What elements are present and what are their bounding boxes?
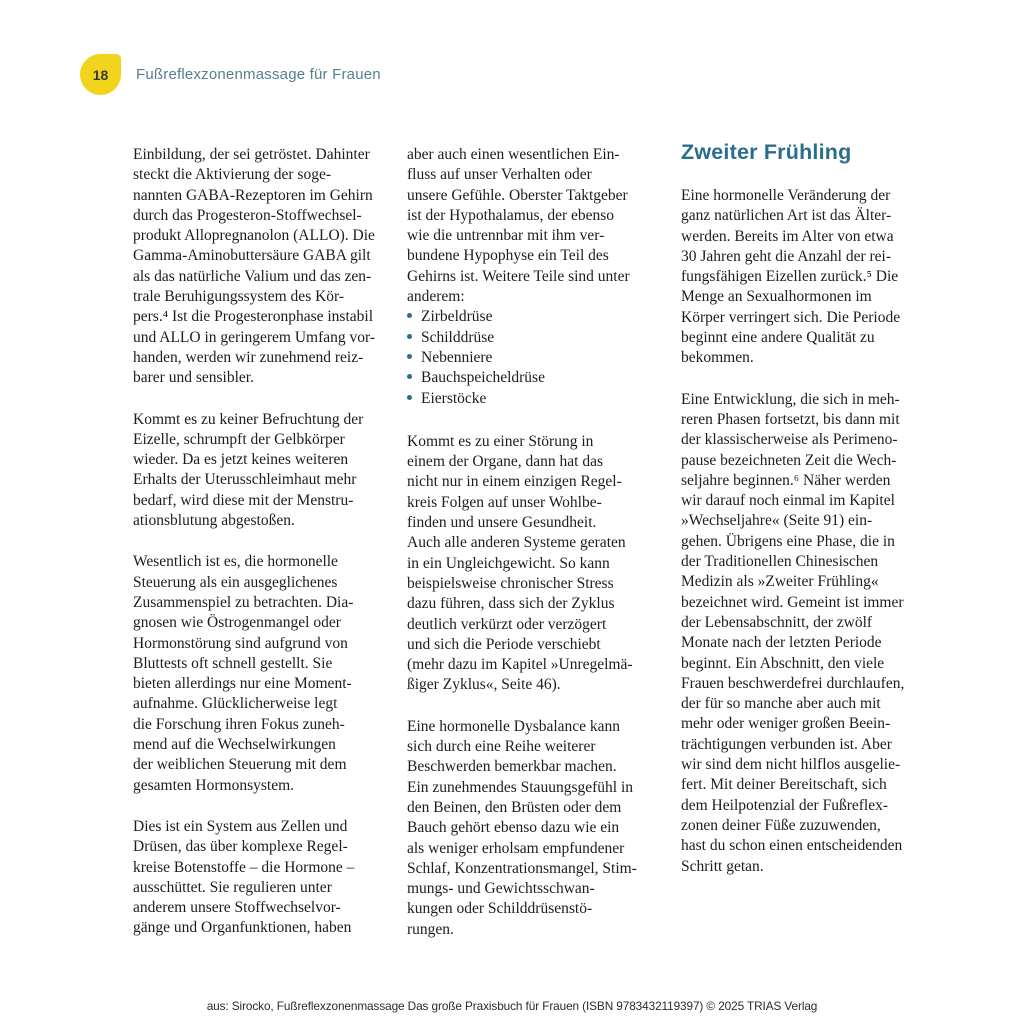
- paragraph: [133, 145, 393, 389]
- text-line: Schritt getan.: [681, 857, 764, 875]
- text-line: Eine hormonelle Dysbalance kann: [407, 717, 621, 735]
- text-line: (mehr dazu im Kapitel »Unregelmä-: [407, 656, 633, 674]
- text-line: gänge und Organfunktionen, haben: [133, 919, 352, 937]
- text-line: gnosen wie Östrogenmangel oder: [133, 614, 341, 632]
- text-line: nicht nur in einem einzigen Regel-: [407, 473, 622, 491]
- text-line: Frauen beschwerdefrei durchlaufen,: [681, 674, 905, 692]
- text-line: bundene Hypophyse ein Teil des: [407, 247, 609, 265]
- text-line: Schlaf, Konzentrationsmangel, Stim-: [407, 859, 637, 877]
- page-number-badge: [80, 54, 121, 95]
- text-line: Körper verringert sich. Die Periode: [681, 308, 901, 326]
- bullet-dot-icon: [407, 374, 412, 379]
- text-line: mehr oder weniger großen Beein-: [681, 715, 891, 733]
- text-line: steckt die Aktivierung der soge-: [133, 166, 332, 184]
- paragraph: [407, 432, 667, 696]
- text-line: trächtigungen verbunden ist. Aber: [681, 735, 892, 753]
- text-line: ßiger Zyklus«, Seite 46).: [407, 676, 561, 694]
- text-line: Eizelle, schrumpft der Gelbkörper: [133, 430, 345, 448]
- text-line: Eine Entwicklung, die sich in meh-: [681, 390, 900, 408]
- text-line: Gamma-Aminobuttersäure GABA gilt: [133, 247, 371, 265]
- text-line: der für so manche aber auch mit: [681, 695, 881, 713]
- paragraph: [133, 410, 393, 532]
- text-line: aber auch einen wesentlichen Ein-: [407, 146, 620, 163]
- section-heading: Zweiter Frühling: [681, 140, 852, 164]
- text-line: Ein zunehmendes Stauungsgefühl in: [407, 778, 633, 796]
- bullet-list: [407, 307, 667, 408]
- bullet-item: [407, 307, 667, 327]
- text-line: Bauch gehört ebenso dazu wie ein: [407, 819, 620, 837]
- text-line: der Lebensabschnitt, der zwölf: [681, 613, 873, 631]
- text-line: werden. Bereits im Alter von etwa: [681, 227, 894, 245]
- text-line: zonen deiner Füße zuzuwenden,: [681, 816, 881, 834]
- text-line: durch das Progesteron-Stoffwechsel-: [133, 206, 362, 224]
- text-line: kreis Folgen auf unser Wohlbe-: [407, 493, 602, 511]
- text-line: seljahre beginnen.⁶ Näher werden: [681, 471, 891, 489]
- text-line: anderem unsere Stoffwechselvor-: [133, 899, 341, 917]
- paragraph: [407, 145, 667, 307]
- text-column-2: [407, 145, 667, 940]
- text-line: als weniger erholsam empfundener: [407, 839, 625, 857]
- text-line: pers.⁴ Ist die Progesteronphase instabil: [133, 308, 374, 326]
- text-line: dazu führen, dass sich der Zyklus: [407, 595, 615, 613]
- text-line: bekommen.: [681, 349, 754, 367]
- page-number: 18: [92, 66, 109, 83]
- text-line: handen, werden wir zunehmend reiz-: [133, 348, 364, 366]
- text-line: als das natürliche Valium und das zen-: [133, 267, 372, 285]
- bullet-item: [407, 368, 667, 388]
- text-line: Auch alle anderen Systeme geraten: [407, 534, 626, 552]
- text-line: gehen. Übrigens eine Phase, die in: [681, 532, 895, 550]
- text-line: Erhalts der Uterusschleimhaut mehr: [133, 471, 357, 489]
- text-line: Eine hormonelle Veränderung der: [681, 187, 891, 204]
- text-line: Einbildung, der sei getröstet. Dahinter: [133, 146, 370, 163]
- text-line: der klassischerweise als Perimeno-: [681, 431, 898, 449]
- text-line: barer und sensibler.: [133, 369, 254, 387]
- text-line: aufnahme. Glücklicherweise legt: [133, 695, 338, 713]
- text-column-3: [681, 140, 941, 940]
- text-line: ist der Hypothalamus, der ebenso: [407, 206, 615, 224]
- bullet-dot-icon: [407, 395, 412, 400]
- text-line: pause bezeichneten Zeit die Wech-: [681, 451, 897, 469]
- text-line: Gehirns ist. Weitere Teile sind unter: [407, 267, 630, 285]
- text-line: Hormonstörung sind aufgrund von: [133, 634, 348, 652]
- text-line: Zusammenspiel zu betrachten. Dia-: [133, 593, 354, 611]
- text-line: wir sind dem nicht hilflos ausgelie-: [681, 756, 901, 774]
- text-line: und ALLO in geringerem Umfang vor-: [133, 328, 376, 346]
- text-line: fungsfähigen Eizellen zurück.⁵ Die: [681, 268, 899, 286]
- text-line: deutlich verkürzt oder verzögert: [407, 615, 607, 633]
- paragraph: [681, 186, 941, 369]
- text-line: in ein Ungleichgewicht. So kann: [407, 554, 610, 572]
- text-line: Drüsen, das über komplexe Regel-: [133, 838, 348, 856]
- copyright-footer: aus: Sirocko, Fußreflexzonenmassage Das große Praxisbuch für Frauen (ISBN 9783432119397) © 2025 TRIAS Verlag: [206, 999, 818, 1013]
- bullet-text: Nebenniere: [421, 348, 493, 366]
- bullet-dot-icon: [407, 354, 412, 359]
- text-line: Menge an Sexualhormonen im: [681, 288, 872, 306]
- text-line: trale Beruhigungssystem des Kör-: [133, 288, 345, 306]
- text-line: gesamten Hormonsystem.: [133, 776, 295, 794]
- text-line: bieten allerdings nur eine Moment-: [133, 675, 352, 693]
- text-line: Beschwerden bemerkbar machen.: [407, 758, 617, 776]
- text-line: wieder. Da es jetzt keines weiteren: [133, 451, 349, 469]
- text-line: Steuerung als ein ausgeglichenes: [133, 573, 338, 591]
- text-line: hast du schon einen entscheidenden: [681, 837, 903, 855]
- text-line: Bluttests oft schnell gestellt. Sie: [133, 654, 333, 672]
- text-line: »Wechseljahre« (Seite 91) ein-: [681, 512, 873, 530]
- bullet-dot-icon: [407, 334, 412, 339]
- text-line: Kommt es zu keiner Befruchtung der: [133, 410, 364, 428]
- bullet-item: [407, 328, 667, 348]
- text-line: und sich die Periode verschiebt: [407, 635, 601, 653]
- paragraph: [407, 717, 667, 940]
- text-line: wir darauf noch einmal im Kapitel: [681, 492, 895, 510]
- text-columns: [133, 140, 943, 940]
- text-line: kreise Botenstoffe – die Hormone –: [133, 858, 355, 876]
- text-line: bedarf, wird diese mit der Menstru-: [133, 491, 354, 509]
- bullet-text: Zirbeldrüse: [421, 308, 493, 326]
- text-line: der Traditionellen Chinesischen: [681, 553, 879, 571]
- text-line: Wesentlich ist es, die hormonelle: [133, 553, 338, 571]
- text-line: den Beinen, den Brüsten oder dem: [407, 798, 622, 816]
- paragraph: [133, 817, 393, 939]
- bullet-item: [407, 389, 667, 409]
- text-line: Monate nach der letzten Periode: [681, 634, 882, 652]
- text-line: produkt Allopregnanolon (ALLO). Die: [133, 227, 375, 245]
- bullet-text: Eierstöcke: [421, 389, 487, 407]
- paragraph: [681, 390, 941, 877]
- text-line: mungs- und Gewichtsschwan-: [407, 880, 595, 898]
- running-header: Fußreflexzonenmassage für Frauen: [136, 66, 381, 83]
- text-line: Kommt es zu einer Störung in: [407, 432, 594, 450]
- text-line: ganz natürlichen Art ist das Älter-: [681, 207, 892, 225]
- text-line: rungen.: [407, 920, 454, 938]
- bullet-text: Bauchspeicheldrüse: [421, 369, 545, 387]
- text-line: der weiblichen Steuerung mit dem: [133, 756, 347, 774]
- bullet-text: Schilddrüse: [421, 328, 495, 346]
- text-line: unsere Gefühle. Oberster Taktgeber: [407, 186, 628, 204]
- text-line: kungen oder Schilddrüsenstö-: [407, 900, 593, 918]
- text-line: nannten GABA-Rezeptoren im Gehirn: [133, 186, 373, 204]
- text-line: fert. Mit deiner Bereitschaft, sich: [681, 776, 887, 794]
- text-line: anderem:: [407, 288, 465, 306]
- text-line: ausschüttet. Sie regulieren unter: [133, 878, 332, 896]
- text-column-1: [133, 145, 393, 940]
- text-line: sich durch eine Reihe weiterer: [407, 738, 596, 756]
- text-line: beispielsweise chronischer Stress: [407, 574, 614, 592]
- bullet-item: [407, 348, 667, 368]
- text-line: beginnt. Ein Abschnitt, den viele: [681, 654, 885, 672]
- paragraph: [133, 552, 393, 796]
- text-line: ationsblutung abgestoßen.: [133, 512, 295, 530]
- text-line: wie die untrennbar mit ihm ver-: [407, 227, 605, 245]
- bullet-dot-icon: [407, 313, 412, 318]
- text-line: bezeichnet wird. Gemeint ist immer: [681, 593, 904, 611]
- text-line: mend auf die Wechselwirkungen: [133, 736, 336, 754]
- text-line: beginnt eine andere Qualität zu: [681, 329, 875, 347]
- text-line: reren Phasen fortsetzt, bis dann mit: [681, 410, 900, 428]
- text-line: Medizin als »Zweiter Frühling«: [681, 573, 879, 591]
- text-line: 30 Jahren geht die Anzahl der rei-: [681, 247, 892, 265]
- text-line: fluss auf unser Verhalten oder: [407, 166, 592, 184]
- text-line: die Forschung ihren Fokus zuneh-: [133, 715, 345, 733]
- text-line: dem Heilpotenzial der Fußreflex-: [681, 796, 889, 814]
- text-line: einem der Organe, dann hat das: [407, 453, 603, 471]
- text-line: finden und unsere Gesundheit.: [407, 514, 597, 532]
- text-line: Dies ist ein System aus Zellen und: [133, 817, 348, 835]
